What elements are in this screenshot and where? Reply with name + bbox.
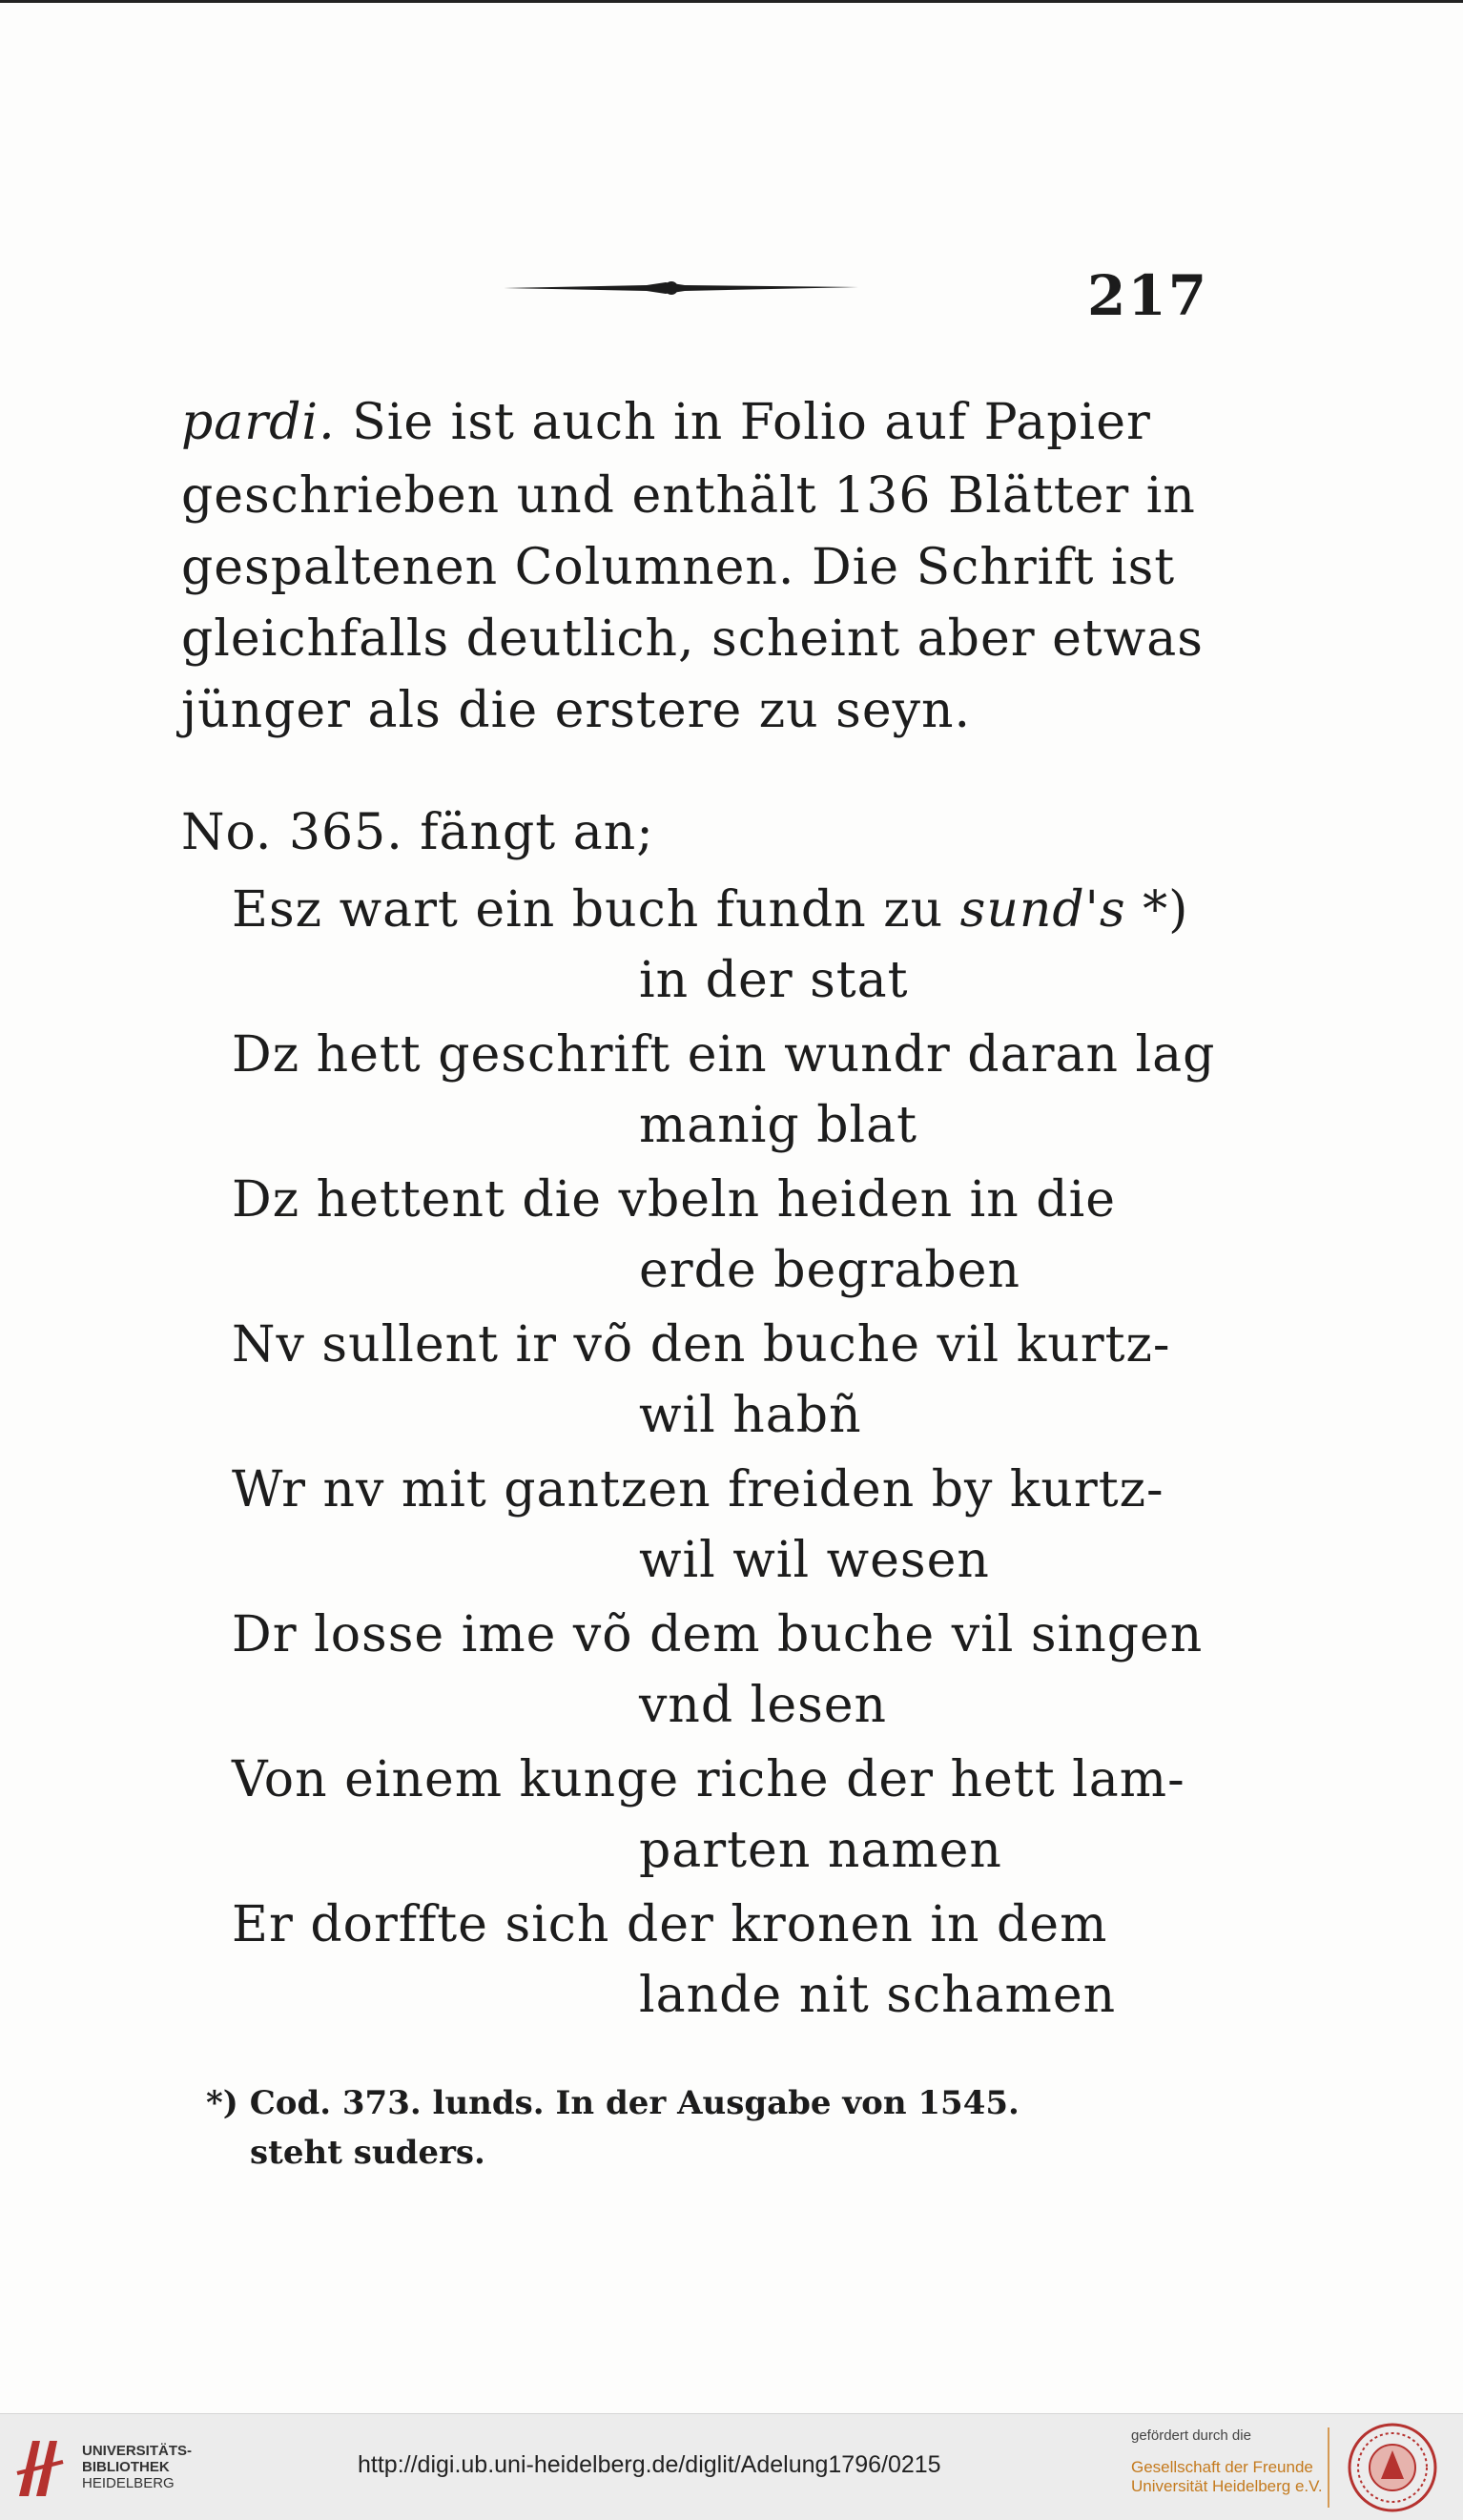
society-name-line: Universität Heidelberg e.V. [1131,2477,1323,2495]
verse-line: Er dorffte sich der kronen in dem [232,1896,1108,1953]
society-name [1131,2458,1323,2496]
verse-line: Dz hett geschrift ein wundr daran lag [232,1026,1216,1084]
top-border-line [0,0,1463,3]
verse-continuation: parten namen [639,1822,1002,1879]
library-logo-icon [15,2435,65,2500]
verse-continuation: manig blat [639,1097,918,1154]
paragraph-line: jünger als die erstere zu seyn. [181,682,972,739]
footer-divider [1328,2427,1329,2508]
university-seal-icon [1347,2422,1438,2513]
verse-line: Wr nv mit gantzen freiden by kurtz- [232,1461,1164,1518]
paragraph-line: geschrieben und enthält 136 Blätter in [181,467,1196,525]
paragraph-line: gespaltenen Columnen. Die Schrift ist [181,539,1176,596]
verse-line: Von einem kunge riche der hett lam- [232,1751,1185,1808]
paragraph-line: gleichfalls deutlich, scheint aber etwas [181,610,1204,668]
library-name-line: HEIDELBERG [82,2475,175,2491]
viewer-footer [0,2413,1463,2520]
verse-continuation: erde begraben [639,1242,1020,1299]
library-name [82,2443,192,2491]
permalink-url[interactable]: http://digi.ub.uni-heidelberg.de/diglit/Adelung1796/0215 [358,2451,941,2478]
italic-word: pardi. [181,394,336,451]
footnote-line: steht suders. [250,2134,485,2172]
verse-line: Dr losse ime võ dem buche vil singen [232,1606,1204,1663]
verse-line: Dz hettent die vbeln heiden in die [232,1171,1116,1229]
paragraph-line [181,394,1151,451]
verse-text: Esz wart ein buch fundn zu [232,881,960,939]
header-ornament-rule [504,279,858,298]
verse-continuation: wil wil wesen [639,1532,990,1589]
verse-continuation: vnd lesen [639,1677,888,1734]
paragraph-line-rest: Sie ist auch in Folio auf Papier [352,394,1151,451]
footnote-line: *) Cod. 373. lunds. In der Ausgabe von 1545. [206,2084,1020,2122]
library-name-line: UNIVERSITÄTS- [82,2443,193,2459]
italic-word: sund's [959,881,1126,939]
entry-heading: No. 365. fängt an; [181,804,654,861]
verse-continuation: lande nit schamen [639,1967,1117,2024]
page-number: 217 [1087,263,1209,328]
verse-line: Nv sullent ir võ den buche vil kurtz- [232,1316,1171,1374]
funded-by-label: gefördert durch die [1131,2427,1251,2444]
library-name-line: BIBLIOTHEK [82,2459,170,2475]
verse-continuation: in der stat [639,952,909,1009]
society-name-line: Gesellschaft der Freunde [1131,2458,1313,2476]
verse-line [232,881,1188,939]
verse-continuation: wil habñ [639,1387,862,1444]
footnote-marker: *) [1125,881,1189,939]
